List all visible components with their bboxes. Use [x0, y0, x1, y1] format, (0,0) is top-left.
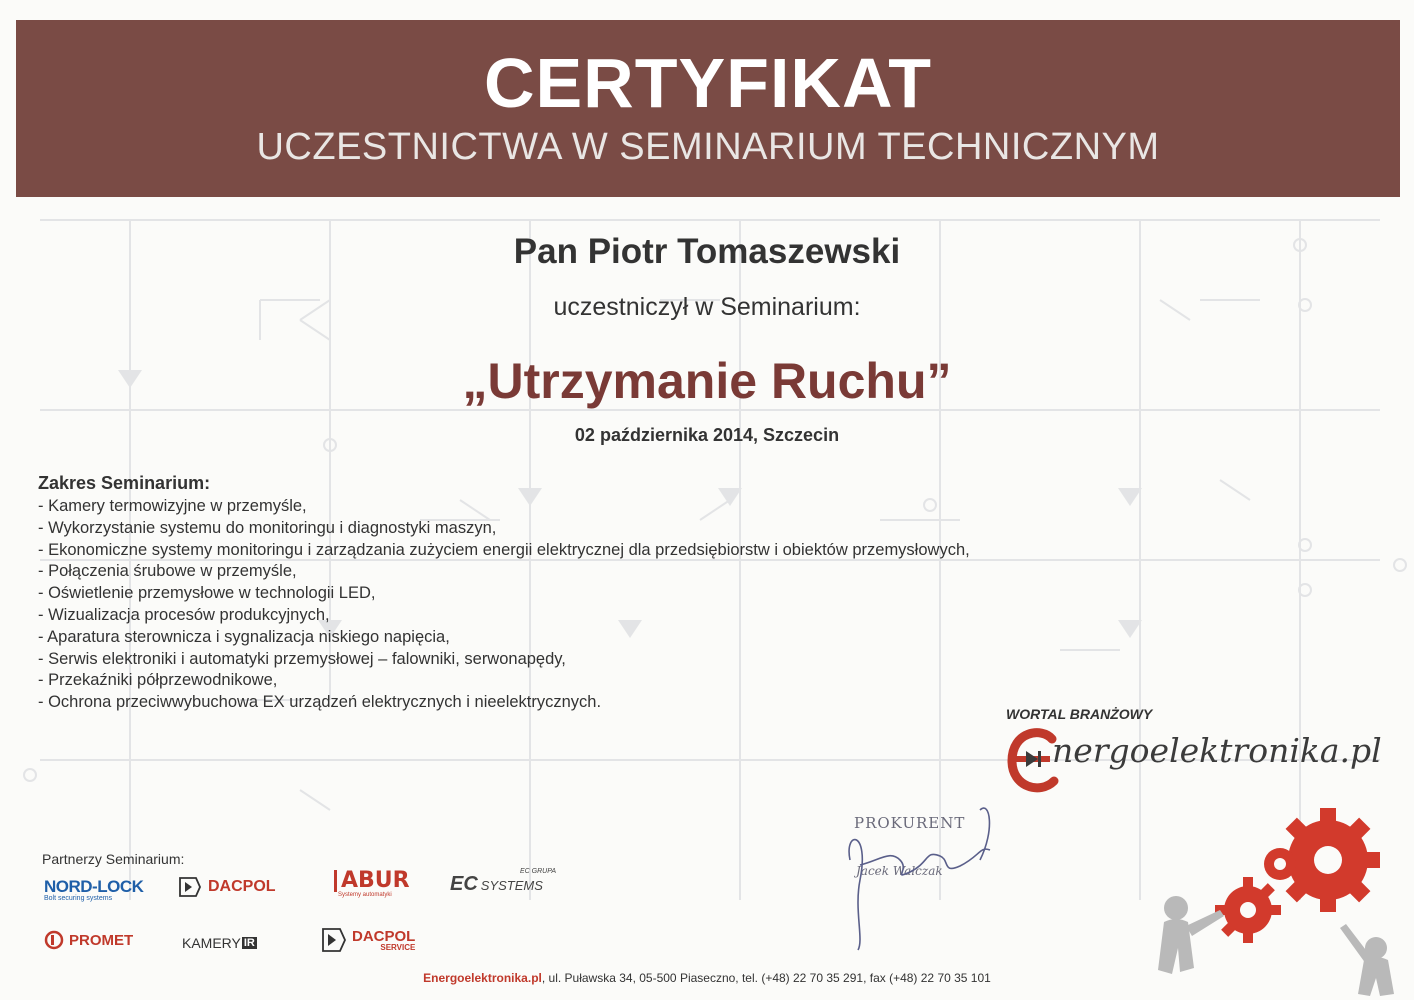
certificate-subtitle: UCZESTNICTWA W SEMINARIUM TECHNICZNYM	[256, 126, 1160, 168]
stamp-name: Jacek Walczak	[856, 864, 943, 878]
scope-item: - Wizualizacja procesów produkcyjnych,	[38, 605, 330, 624]
partner-logo-abur: ABUR Systemy automatyki	[334, 870, 410, 898]
partner-logo-dacpol: DACPOL	[178, 876, 276, 898]
scope-item: - Kamery termowizyjne w przemyśle,	[38, 497, 307, 515]
footer-website[interactable]: Energoelektronika.pl	[423, 971, 542, 985]
energoelektronika-logo	[1004, 725, 1382, 795]
footer-contact	[0, 971, 1414, 985]
portal-logo-text: nergoelektronika.pl	[1052, 731, 1382, 770]
seminar-date-place: 02 października 2014, Szczecin	[574, 425, 840, 445]
promet-icon	[44, 930, 64, 950]
scope-item: - Ochrona przeciwwybuchowa EX urządzeń elektrycznych i nieelektrycznych.	[38, 693, 602, 712]
handwritten-signature	[830, 790, 1020, 960]
gears-illustration	[1150, 798, 1414, 1000]
partner-logo-promet: PROMET	[44, 930, 133, 950]
recipient-name: Pan Piotr Tomaszewski	[513, 232, 901, 271]
partner-logo-kamery-ir: KAMERY IR	[182, 935, 255, 951]
certificate-title: CERTYFIKAT	[483, 44, 933, 122]
scope-item: - Oświetlenie przemysłowe w technologii LED,	[38, 584, 376, 603]
header-band	[16, 20, 1400, 197]
partner-logo-nord-lock: NORD-LOCK Bolt securing systems	[44, 877, 144, 902]
partner-logo-ec-systems: EC GRUPA EC SYSTEMS	[450, 868, 557, 895]
scope-item: - Połączenia śrubowe w przemyśle,	[38, 562, 297, 581]
seminar-title: „Utrzymanie Ruchu”	[462, 353, 952, 409]
scope-item: - Ekonomiczne systemy monitoringu i zarządzania zużyciem energii elektrycznej dla przedsiębiorstw i obiektów przemysłowych,	[38, 540, 970, 559]
scope-item: - Wykorzystanie systemu do monitoringu i diagnostyki maszyn,	[38, 518, 497, 537]
portal-label: WORTAL BRANŻOWY	[1006, 706, 1153, 722]
scope-list	[38, 496, 1188, 714]
scope-item: - Przekaźniki półprzewodnikowe,	[38, 671, 278, 690]
seminar-scope	[38, 473, 1188, 714]
scope-item: - Serwis elektroniki i automatyki przemysłowej – falowniki, serwonapędy,	[38, 649, 566, 668]
dacpol-icon	[178, 876, 202, 898]
partners-label: Partnerzy Seminarium:	[42, 851, 185, 867]
participation-text: uczestniczył w Seminarium:	[553, 293, 861, 321]
dacpol-service-icon	[320, 926, 348, 954]
partner-logo-dacpol-service: DACPOL SERVICE	[320, 926, 415, 954]
scope-heading: Zakres Seminarium:	[38, 473, 211, 493]
stamp-title: PROKURENT	[854, 814, 966, 832]
signature-stamp	[830, 790, 1020, 960]
footer-address: , ul. Puławska 34, 05-500 Piaseczno, tel. (+48) 22 70 35 291, fax (+48) 22 70 35 101	[541, 971, 991, 985]
scope-item: - Aparatura sterownicza i sygnalizacja niskiego napięcia,	[38, 627, 450, 646]
